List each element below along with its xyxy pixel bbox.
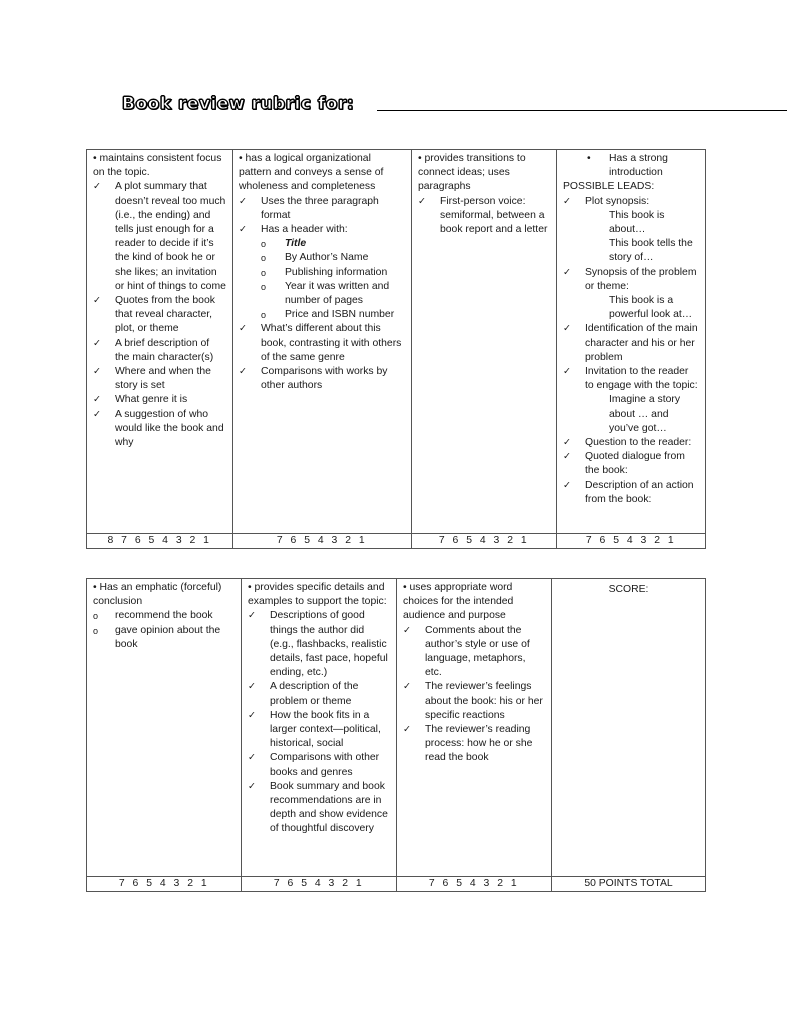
- example-text: Imagine a story about … and you’ve got…: [609, 394, 681, 434]
- criterion-focus: [87, 150, 233, 534]
- list-item: ✓ Description of an action from the book:: [563, 479, 699, 507]
- circle-bullet-icon: o: [261, 239, 267, 250]
- example-text: This book is a powerful look at…: [609, 295, 693, 321]
- list-item: ✓ What genre it is: [93, 393, 226, 407]
- example-text: This book is about…: [609, 209, 665, 236]
- list-item: ✓ A suggestion of who would like the book and why: [93, 408, 226, 451]
- criterion-word-choice: [397, 579, 552, 877]
- list-item: ✓ Quoted dialogue from the book:: [563, 450, 699, 478]
- total-points: 50 POINTS TOTAL: [552, 877, 706, 892]
- list-item-label: Has a header with:: [261, 224, 348, 236]
- list-item: ✓ Synopsis of the problem or theme: This book is a powerful look at…: [563, 266, 699, 323]
- list-item: ✓ Quotes from the book that reveal character, plot, or theme: [93, 294, 226, 337]
- score-scale[interactable]: 8 7 6 5 4 3 2 1: [87, 534, 233, 549]
- score-label: SCORE:: [608, 584, 649, 595]
- sub-item: o Publishing information: [285, 266, 405, 280]
- rubric-table-2: [86, 578, 706, 892]
- page-title: Book review rubric for:: [122, 94, 355, 114]
- list-item: o gave opinion about the book: [93, 624, 221, 650]
- criterion-transitions: [412, 150, 557, 534]
- score-cell[interactable]: [552, 579, 706, 877]
- sub-item: o Price and ISBN number: [285, 308, 405, 322]
- criterion-organization: [233, 150, 412, 534]
- circle-bullet-icon: o: [261, 253, 267, 264]
- title-blank-line[interactable]: [377, 110, 787, 111]
- list-item: ✓ Invitation to the reader to engage with the topic: Imagine a story about … and you’ve got…: [563, 365, 699, 436]
- sub-item: o Year it was written and number of pages: [261, 280, 390, 307]
- list-item: ✓ A description of the problem or theme: [248, 680, 390, 708]
- criterion-conclusion: [87, 579, 242, 877]
- list-item: ✓ Comparisons with works by other authors: [239, 365, 405, 393]
- criterion-introduction: [557, 150, 706, 534]
- criterion-lead: • Has an emphatic (forceful) conclusion: [93, 582, 222, 608]
- criterion-lead: • maintains consistent focus on the topic.: [93, 153, 222, 179]
- list-item: [239, 223, 405, 237]
- list-item: ✓ Where and when the story is set: [93, 365, 226, 393]
- list-item: ✓ Descriptions of good things the author did (e.g., flashbacks, realistic details, fast pace, hopeful ending, etc.): [248, 609, 390, 680]
- criterion-lead: • provides specific details and examples to support the topic:: [248, 582, 387, 608]
- score-scale[interactable]: 7 6 5 4 3 2 1: [233, 534, 412, 549]
- list-item: ✓ A plot summary that doesn’t reveal too much (i.e., the ending) and tells just enough for a reader to decide if it’s the kind of book he or she likes; an invitation or hint of things to come: [93, 180, 226, 294]
- list-item: ✓ Comments about the author’s style or use of language, metaphors, etc.: [403, 624, 545, 681]
- circle-bullet-icon: o: [261, 281, 267, 292]
- circle-bullet-icon: o: [261, 310, 267, 321]
- list-item: ✓ Plot synopsis: This book is about… This book tells the story of…: [563, 195, 699, 266]
- score-scale[interactable]: 7 6 5 4 3 2 1: [397, 877, 552, 892]
- list-item: ✓ A brief description of the main character(s): [93, 337, 226, 365]
- possible-leads-label: POSSIBLE LEADS:: [563, 181, 655, 193]
- bullet-icon: •: [587, 153, 591, 164]
- list-item: ✓ How the book fits in a larger context—political, historical, social: [248, 709, 390, 752]
- criterion-details: [242, 579, 397, 877]
- sub-item: o By Author’s Name: [285, 251, 405, 265]
- score-scale[interactable]: 7 6 5 4 3 2 1: [412, 534, 557, 549]
- list-item: ✓ Book summary and book recommendations are in depth and show evidence of thoughtful discovery: [248, 780, 390, 837]
- criterion-lead: • Has a strong introduction: [587, 153, 668, 179]
- criterion-lead: • provides transitions to connect ideas; uses paragraphs: [418, 153, 526, 193]
- list-item: ✓ Uses the three paragraph format: [239, 195, 405, 223]
- list-item: ✓ The reviewer’s feelings about the book: his or her specific reactions: [403, 680, 545, 723]
- list-item: ✓ First-person voice: semiformal, between a book report and a letter: [418, 195, 550, 238]
- criterion-lead: • uses appropriate word choices for the intended audience and purpose: [403, 582, 514, 622]
- list-item: ✓ The reviewer’s reading process: how he or she read the book: [403, 723, 545, 766]
- example-text: This book tells the story of…: [609, 238, 693, 264]
- score-scale[interactable]: 7 6 5 4 3 2 1: [87, 877, 242, 892]
- list-item: ✓ Question to the reader:: [563, 436, 699, 450]
- circle-bullet-icon: o: [261, 267, 267, 278]
- list-item: o recommend the book: [93, 609, 235, 623]
- score-scale[interactable]: 7 6 5 4 3 2 1: [557, 534, 706, 549]
- list-item: ✓ Comparisons with other books and genres: [248, 751, 390, 779]
- list-item: ✓ What’s different about this book, contrasting it with others of the same genre: [239, 322, 405, 365]
- header: [122, 94, 682, 120]
- rubric-table-1: [86, 149, 706, 549]
- sub-item: o Title: [285, 237, 405, 251]
- circle-bullet-icon: o: [93, 625, 99, 636]
- criterion-lead: • has a logical organizational pattern and conveys a sense of wholeness and completeness: [239, 153, 384, 193]
- score-scale[interactable]: 7 6 5 4 3 2 1: [242, 877, 397, 892]
- circle-bullet-icon: o: [93, 611, 99, 622]
- list-item: ✓ Identification of the main character and his or her problem: [563, 322, 699, 365]
